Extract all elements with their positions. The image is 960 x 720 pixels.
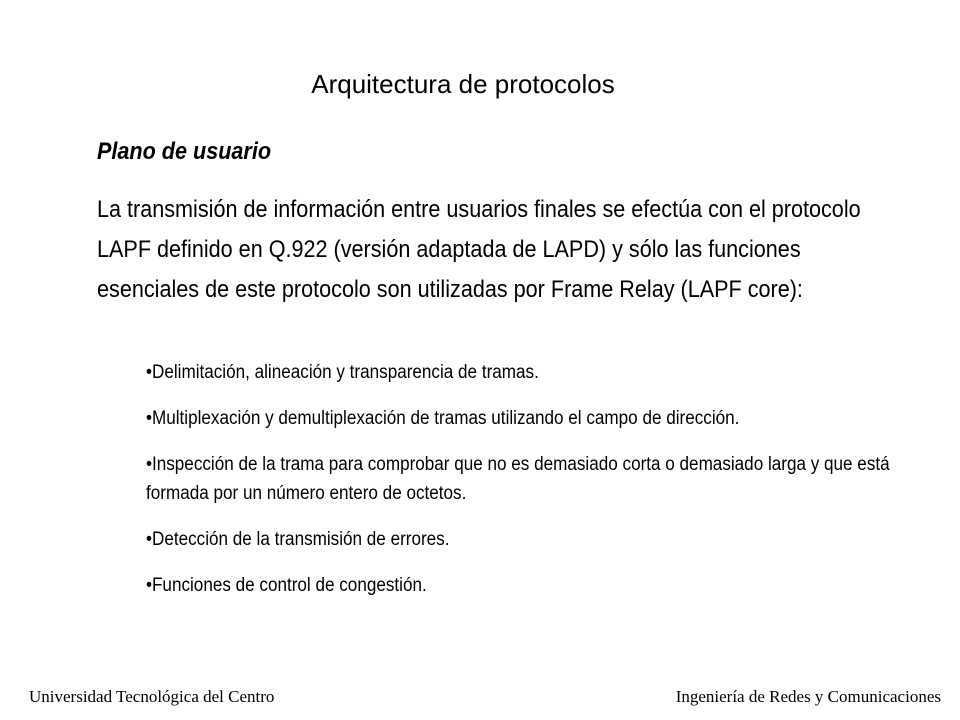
list-item xyxy=(146,450,911,508)
list-item xyxy=(146,571,911,600)
bullet-marker: • xyxy=(146,362,152,383)
list-item xyxy=(146,404,911,433)
footer-course: Ingeniería de Redes y Comunicaciones xyxy=(675,687,941,706)
list-item-text: Delimitación, alineación y transparencia de tramas. xyxy=(151,362,539,383)
list-item-text: Funciones de control de congestión. xyxy=(151,575,427,596)
section-subtitle: Plano de usuario xyxy=(97,138,272,165)
list-item-text: Inspección de la trama para comprobar que no es demasiado corta o demasiado larga y que está formada por un número entero de octetos. xyxy=(146,454,890,504)
bullet-marker: • xyxy=(146,575,152,596)
list-item xyxy=(146,525,911,554)
function-list xyxy=(146,358,911,617)
intro-paragraph: La transmisión de información entre usuarios finales se efectúa con el protocolo LAPF definido en Q.922 (versión adaptada de LAPD) y sólo las funciones esenciales de este protocolo son utilizadas por Frame Relay (LAPF core): xyxy=(97,196,861,303)
bullet-marker: • xyxy=(146,408,152,429)
bullet-marker: • xyxy=(146,529,152,550)
footer-university: Universidad Tecnológica del Centro xyxy=(29,687,275,706)
list-item-text: Detección de la transmisión de errores. xyxy=(151,529,450,550)
bullet-marker: • xyxy=(146,454,152,475)
list-item xyxy=(146,358,911,387)
slide-title: Arquitectura de protocolos xyxy=(311,69,615,99)
list-item-text: Multiplexación y demultiplexación de tramas utilizando el campo de dirección. xyxy=(151,408,740,429)
